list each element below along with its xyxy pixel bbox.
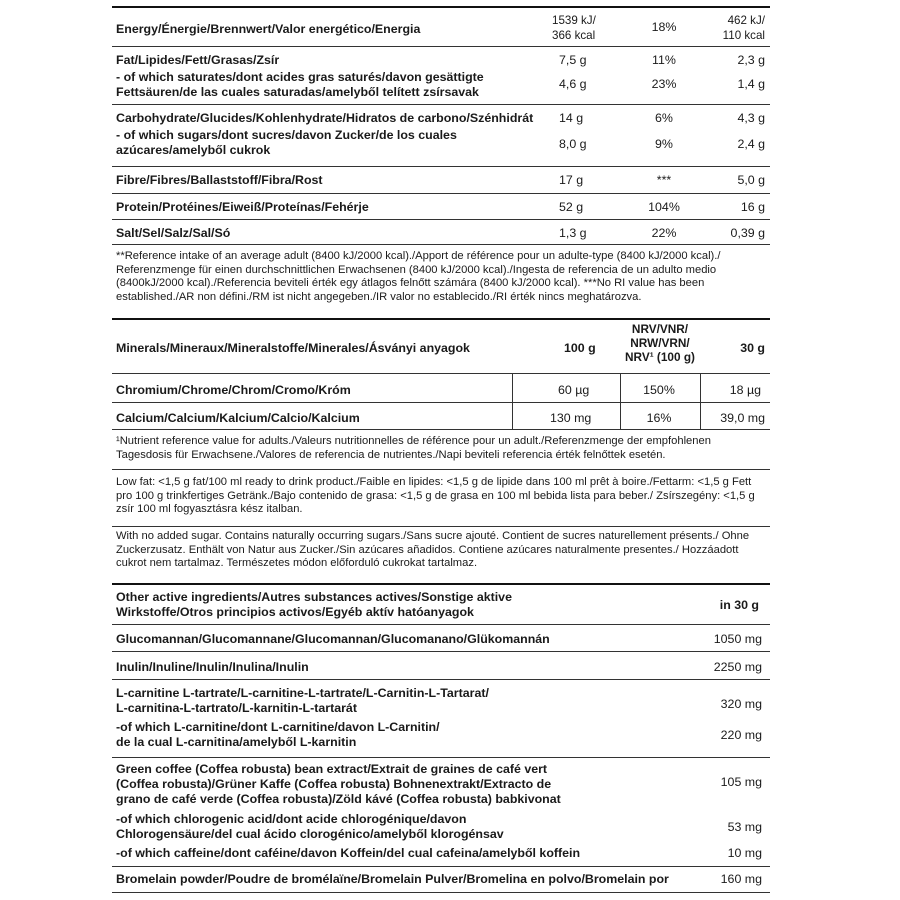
fat-100g: 7,5 g bbox=[559, 53, 587, 67]
energy-ri: 18% bbox=[651, 20, 677, 34]
energy-30g: 462 kJ/ 110 kcal bbox=[722, 14, 765, 42]
protein-label: Protein/Protéines/Eiweiß/Proteínas/Fehérje bbox=[116, 200, 369, 214]
inulin-value: 2250 mg bbox=[713, 660, 762, 674]
caffeine-value: 10 mg bbox=[727, 846, 762, 860]
protein-ri: 104% bbox=[648, 200, 680, 214]
salt-100g: 1,3 g bbox=[559, 226, 587, 240]
sugars-100g: 8,0 g bbox=[559, 137, 587, 151]
calcium-label: Calcium/Calcium/Kalcium/Calcio/Kalcium bbox=[116, 411, 360, 425]
saturates-30g: 1,4 g bbox=[737, 77, 765, 91]
glucomannan-value: 1050 mg bbox=[713, 632, 762, 646]
active-ingredients-header: Other active ingredients/Autres substances actives/Sonstige aktive Wirkstoffe/Otros principios activos/Egyéb aktív hatóanyagok bbox=[116, 590, 512, 619]
minerals-col-nrv: NRV/VNR/ NRW/VRN/ NRV¹ (100 g) bbox=[625, 322, 695, 364]
minerals-header: Minerals/Mineraux/Mineralstoffe/Minerales/Ásványi anyagok bbox=[116, 341, 470, 355]
sugars-ri: 9% bbox=[655, 137, 673, 151]
carbohydrate-ri: 6% bbox=[655, 111, 673, 125]
active-col-in-30g: in 30 g bbox=[719, 598, 759, 612]
carbohydrate-30g: 4,3 g bbox=[737, 111, 765, 125]
energy-label: Energy/Énergie/Brennwert/Valor energético/Energia bbox=[116, 22, 421, 36]
saturates-label: - of which saturates/dont acides gras saturés/davon gesättigte Fettsäuren/de las cuales saturadas/amelyből telített zsírsavak bbox=[116, 70, 484, 99]
bromelain-value: 160 mg bbox=[720, 872, 762, 886]
reference-intake-note: **Reference intake of an average adult (8400 kJ/2000 kcal)./Apport de référence pour un adulte-type (8400 kJ/2000 kcal)./ Referenzmenge für einen durchschnittlichen Erwachsenen (8400 kJ/2000 kcal)./Ingesta de referencia de un adulto medio (8400kJ/2000 kcal)./Referencia beviteli érték egy átlagos felnőtt számára (8400 kJ/2000 kcal). ***No RI value has been established./AR non défini./RM ist nicht angegeben./IR valor no establecido./RI érték nincs meghatározva. bbox=[116, 250, 721, 303]
fat-label: Fat/Lipides/Fett/Grasas/Zsír bbox=[116, 53, 280, 67]
low-fat-note: Low fat: <1,5 g fat/100 ml ready to drink product./Faible en lipides: <1,5 g de lipide dans 100 ml prêt à boire./Fettarm: <1,5 g Fett pro 100 g trinkfertiges Getränk./Bajo contenido de grasa: <1,5 g de grasa en 100 ml bebida lista para beber./ Zsírszegény: <1,5 g zsír 100 ml fogyasztásra kész italban. bbox=[116, 476, 755, 516]
saturates-ri: 23% bbox=[651, 77, 677, 91]
no-added-sugar-note: With no added sugar. Contains naturally occurring sugars./Sans sucre ajouté. Contient de sucres naturellement présents./ Ohne Zuckerzusatz. Enthält von Natur aus Zucker./Sin azúcares añadidos. Contiene azúcares naturalmente presentes./ Hozzáadott cukrot nem tartalmaz. Természetes módon előforduló cukrokat tartalmaz. bbox=[116, 530, 750, 570]
minerals-col-30g: 30 g bbox=[740, 341, 765, 355]
protein-30g: 16 g bbox=[740, 200, 765, 214]
inulin-label: Inulin/Inuline/Inulin/Inulina/Inulin bbox=[116, 660, 309, 674]
fibre-ri: *** bbox=[656, 173, 672, 187]
carbohydrate-100g: 14 g bbox=[559, 111, 584, 125]
chromium-label: Chromium/Chrome/Chrom/Cromo/Króm bbox=[116, 383, 351, 397]
l-carnitine-sub-value: 220 mg bbox=[720, 728, 762, 742]
glucomannan-label: Glucomannan/Glucomannane/Glucomannan/Glucomanano/Glükomannán bbox=[116, 632, 550, 646]
l-carnitine-sub-label: -of which L-carnitine/dont L-carnitine/davon L-Carnitin/ de la cual L-carnitina/amelyből L-karnitin bbox=[116, 720, 440, 749]
fat-30g: 2,3 g bbox=[737, 53, 765, 67]
caffeine-label: -of which caffeine/dont caféine/davon Koffein/del cual cafeina/amelyből koffein bbox=[116, 846, 581, 860]
fat-ri: 11% bbox=[652, 53, 676, 67]
green-coffee-value: 105 mg bbox=[720, 775, 762, 789]
fibre-100g: 17 g bbox=[559, 173, 584, 187]
minerals-col-100g: 100 g bbox=[564, 341, 596, 355]
l-carnitine-value: 320 mg bbox=[720, 697, 762, 711]
salt-ri: 22% bbox=[651, 226, 677, 240]
calcium-nrv: 16% bbox=[646, 411, 672, 425]
chromium-100g: 60 µg bbox=[558, 383, 590, 397]
salt-label: Salt/Sel/Salz/Sal/Só bbox=[116, 226, 231, 240]
chromium-30g: 18 µg bbox=[729, 383, 761, 397]
protein-100g: 52 g bbox=[559, 200, 584, 214]
sugars-label: - of which sugars/dont sucres/davon Zucker/de los cuales azúcares/amelyből cukrok bbox=[116, 128, 457, 157]
chlorogenic-acid-value: 53 mg bbox=[727, 820, 762, 834]
nrv-note: ¹Nutrient reference value for adults./Valeurs nutritionnelles de référence pour un adult./Referenzmenge der empfohlenen Tagesdosis für Erwachsene./Valores de referencia de nutrientes./Napi beviteli referencia érték felnőttek esetén. bbox=[116, 435, 711, 461]
calcium-30g: 39,0 mg bbox=[720, 411, 765, 425]
chromium-nrv: 150% bbox=[643, 383, 675, 397]
l-carnitine-label: L-carnitine L-tartrate/L-carnitine-L-tartrate/L-Carnitin-L-Tartarat/ L-carnitina-L-tartrato/L-karnitin-L-tartarát bbox=[116, 686, 489, 715]
green-coffee-label: Green coffee (Coffea robusta) bean extract/Extrait de graines de café vert (Coffea robusta)/Grüner Kaffe (Coffea robusta) Bohnenextrakt/Extracto de grano de café verde (Coffea robusta)/Zöld kávé (Coffea robusta) babkivonat bbox=[116, 762, 561, 806]
fibre-label: Fibre/Fibres/Ballaststoff/Fibra/Rost bbox=[116, 173, 323, 187]
saturates-100g: 4,6 g bbox=[559, 77, 587, 91]
calcium-100g: 130 mg bbox=[550, 411, 592, 425]
energy-100g: 1539 kJ/ 366 kcal bbox=[552, 14, 596, 42]
chlorogenic-acid-label: -of which chlorogenic acid/dont acide chlorogénique/davon Chlorogensäure/del cual ácido clorogénico/amelyből klorogénsav bbox=[116, 812, 504, 841]
sugars-30g: 2,4 g bbox=[737, 137, 765, 151]
nutrition-label bbox=[112, 0, 770, 900]
fibre-30g: 5,0 g bbox=[737, 173, 765, 187]
carbohydrate-label: Carbohydrate/Glucides/Kohlenhydrate/Hidratos de carbono/Szénhidrát bbox=[116, 111, 534, 125]
salt-30g: 0,39 g bbox=[730, 226, 765, 240]
bromelain-label: Bromelain powder/Poudre de bromélaïne/Bromelain Pulver/Bromelina en polvo/Bromelain por bbox=[116, 872, 669, 886]
